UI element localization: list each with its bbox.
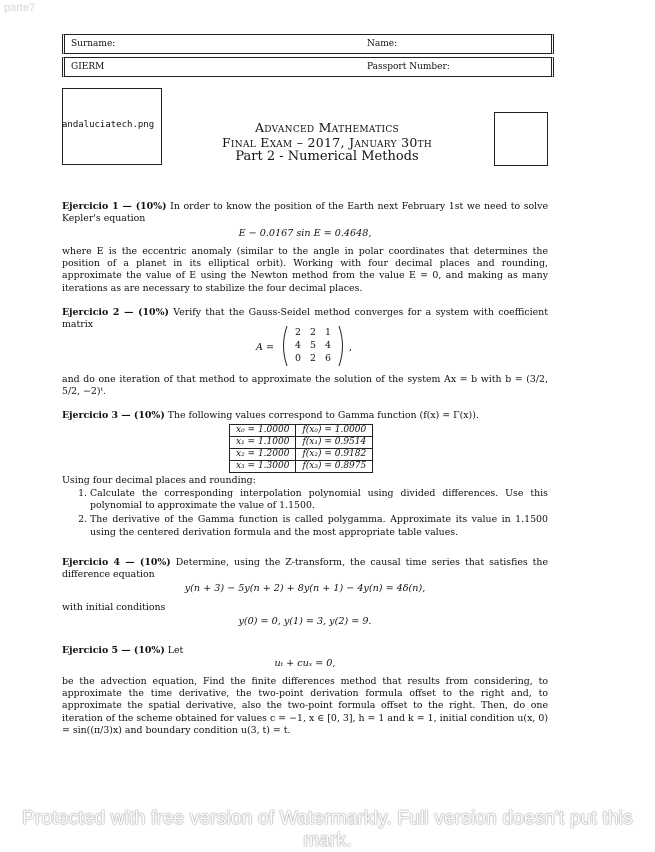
- matrix-cell: 5: [310, 340, 316, 351]
- exercise-3-text: The following values correspond to Gamma function (f(x) = Γ(x)).: [167, 410, 479, 421]
- surname-row: [62, 34, 554, 54]
- x-value-cell: x₃ = 1.3000: [230, 461, 296, 473]
- matrix-label: A =: [256, 342, 275, 353]
- exercise-3-heading: Ejercicio 3 — (10%): [62, 410, 165, 421]
- table-row: [230, 437, 373, 449]
- table-row: [230, 425, 373, 437]
- x-value-cell: x₁ = 1.1000: [230, 437, 296, 449]
- f-value-cell: f(x₃) = 0.8975: [296, 461, 373, 473]
- university-logo: [62, 88, 162, 165]
- exercise-3: [62, 410, 548, 422]
- advection-equation: uₜ + cuₓ = 0,: [274, 658, 336, 669]
- matrix-cell: 4: [295, 340, 301, 351]
- list-item: 2. The derivative of the Gamma function is called polygamma. Approximate its value in 1.1500 using the centered derivation formula and the most appropriate table values.: [90, 514, 548, 538]
- x-value-cell: x₀ = 1.0000: [230, 425, 296, 437]
- kepler-equation: E − 0.0167 sin E = 0.4648,: [238, 228, 372, 239]
- exercise-5: [62, 645, 548, 657]
- matrix-cell: 6: [325, 353, 331, 364]
- exercise-4-text: Determine, using the Z-transform, the causal time series that satisfies the difference equation: [62, 557, 549, 581]
- f-value-cell: f(x₁) = 0.9514: [296, 437, 373, 449]
- exercise-2-heading: Ejercicio 2 — (10%): [62, 307, 169, 318]
- list-item: 1. Calculate the corresponding interpolation polynomial using divided differences. Use this polynomial to approximate the value of 1.1500.: [90, 488, 548, 512]
- table-row: [230, 461, 373, 473]
- gamma-table: [229, 424, 373, 473]
- grade-box: [494, 112, 548, 166]
- logo-alt-text: andaluciatech.png: [62, 120, 155, 130]
- gamma-table-wrap: [229, 424, 373, 473]
- degree-label: GIERM: [71, 62, 105, 72]
- matrix-cell: 4: [325, 340, 331, 351]
- f-value-cell: f(x₀) = 1.0000: [296, 425, 373, 437]
- exercise-3-items: [62, 488, 548, 541]
- matrix-comma: ,: [349, 342, 353, 353]
- difference-equation: y(n + 3) − 5y(n + 2) + 8y(n + 1) − 4y(n) = 4δ(n),: [184, 583, 426, 594]
- watermark-top: parte7: [4, 2, 36, 14]
- matrix-cell: 0: [295, 353, 301, 364]
- exercise-4-conditions-label: with initial conditions: [62, 602, 166, 613]
- exercise-1-heading: Ejercicio 1 — (10%): [62, 201, 167, 212]
- matrix-cell: 2: [310, 353, 316, 364]
- part-title: Part 2 - Numerical Methods: [235, 149, 419, 164]
- exercise-5-heading: Ejercicio 5 — (10%): [62, 645, 165, 656]
- passport-label: Passport Number:: [367, 62, 450, 72]
- exercise-1-text: In order to know the position of the Earth next February 1st we need to solve Kepler's equation: [62, 201, 549, 225]
- matrix-cell: 2: [295, 327, 301, 338]
- exercise-1: [62, 201, 548, 225]
- exercise-2-text: Verify that the Gauss-Seidel method converges for a system with coefficient matrix: [62, 307, 548, 331]
- watermark-bottom: Protected with free version of Watermarkly. Full version doesn't put this mark.: [22, 808, 633, 851]
- exercise-4: [62, 557, 548, 581]
- exercise-4-heading: Ejercicio 4 — (10%): [62, 557, 171, 568]
- table-row: [230, 449, 373, 461]
- exercise-3-instructions: Using four decimal places and rounding:: [62, 475, 256, 486]
- matrix-cell: 1: [325, 327, 331, 338]
- exercise-1-details: where E is the eccentric anomaly (similar to the angle in polar coordinates that determines the position of a planet in its elliptical orbit). Working with four decimal places and rounding, approximate the value of E using the Newton method from the value E = 0, and making as many iterations as are necessary to stabilize the four decimal places.: [62, 246, 548, 294]
- exercise-5-details: be the advection equation, Find the finite differences method that results from considering, to approximate the time derivative, the two-point derivation formula offset to the right and, to approximate the spatial derivative, also the two-point formula offset to the right. Then, do one iteration of the scheme obtained for values c = −1, x ∈ [0, 3], h = 1 and k = 1, initial condition u(x, 0) = sin((π/3)x) and boundary condition u(3, t) = t.: [62, 676, 548, 736]
- degree-row: [62, 57, 554, 77]
- course-title: Advanced Mathematics: [254, 120, 400, 135]
- surname-label: Surname:: [71, 39, 116, 49]
- exam-title: Final Exam – 2017, January 30th: [221, 135, 433, 150]
- coefficient-matrix: [279, 324, 347, 368]
- initial-conditions: y(0) = 0, y(1) = 3, y(2) = 9.: [238, 616, 372, 627]
- x-value-cell: x₂ = 1.2000: [230, 449, 296, 461]
- exercise-2-details: and do one iteration of that method to approximate the solution of the system Ax = b with b = (3/2, 5/2, −2)ᵗ.: [62, 374, 548, 398]
- matrix-cell: 2: [310, 327, 316, 338]
- f-value-cell: f(x₂) = 0.9182: [296, 449, 373, 461]
- name-label: Name:: [367, 39, 398, 49]
- exercise-5-text: Let: [167, 645, 184, 656]
